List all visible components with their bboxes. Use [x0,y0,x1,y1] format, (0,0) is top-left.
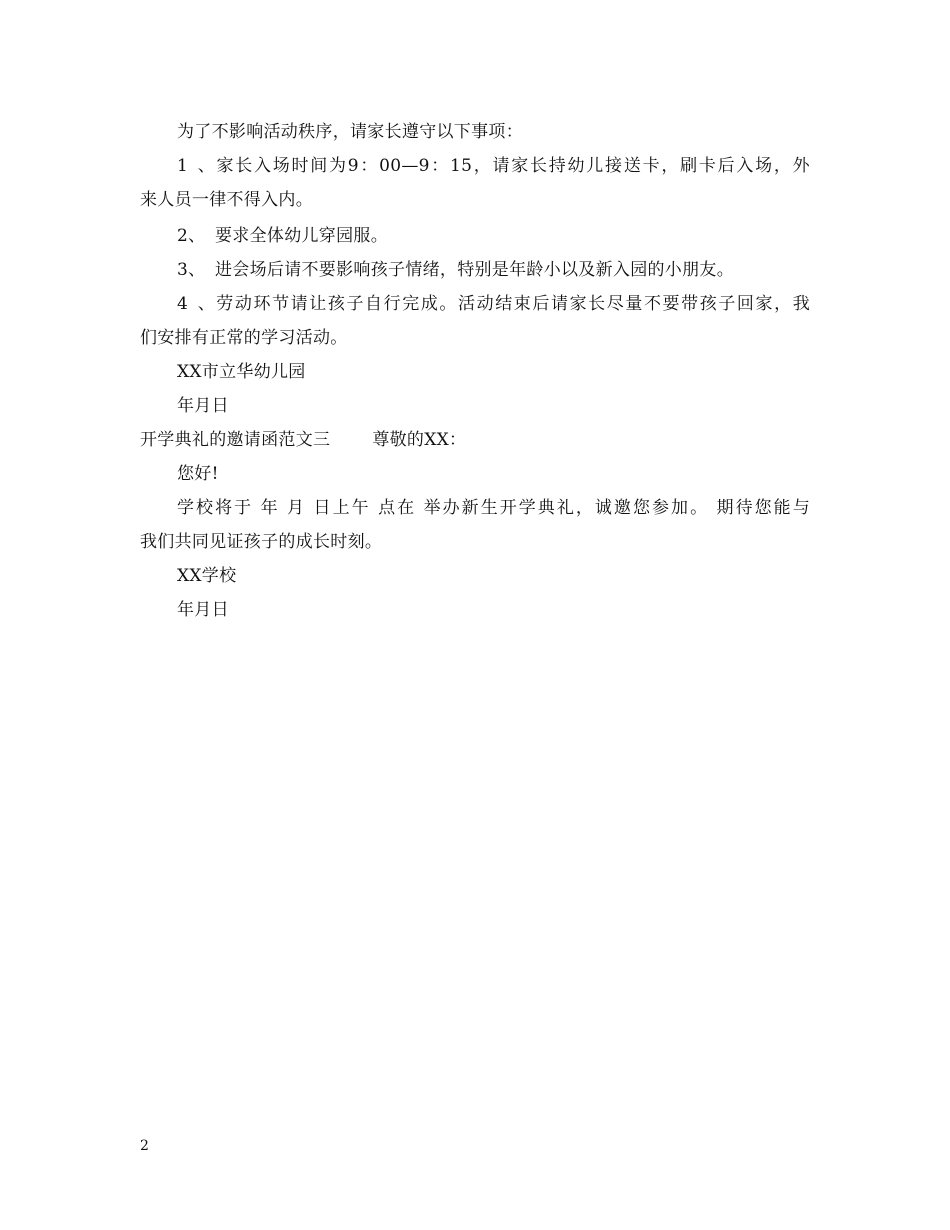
signature-school: XX学校 [177,566,237,586]
item-number: 2、 [177,226,206,246]
page-number: 2 [140,1138,149,1154]
item-number: 1、 [177,156,215,176]
item-number: 4、 [177,294,215,314]
date-line: 年月日 [177,396,229,416]
invitation-body-line: 学校将于 年 月 日上午 点在 举办新生开学典礼，诚邀您参加。 期待您能与 [177,498,810,518]
date-line: 年月日 [177,600,229,620]
item-text: 要求全体幼儿穿园服。 [215,226,388,246]
list-item [177,294,810,314]
item-continuation: 们安排有正常的学习活动。 [140,328,348,348]
invitation-body-continuation: 我们共同见证孩子的成长时刻。 [140,532,383,552]
salutation: 尊敬的XX： [372,430,467,450]
list-item [177,260,734,280]
section-heading-line [140,430,466,450]
item-text: 进会场后请不要影响孩子情绪，特别是年龄小以及新入园的小朋友。 [215,260,734,280]
item-continuation: 来人员一律不得入内。 [140,190,313,210]
item-number: 3、 [177,260,206,280]
intro-paragraph: 为了不影响活动秩序，请家长遵守以下事项： [177,122,523,142]
section-title: 开学典礼的邀请函范文三 [140,430,331,450]
signature-kindergarten: XX市立华幼儿园 [177,362,306,382]
item-text: 劳动环节请让孩子自行完成。活动结束后请家长尽量不要带孩子回家，我 [215,294,810,314]
item-text: 家长入场时间为9：00—9：15，请家长持幼儿接送卡，刷卡后入场，外 [215,156,810,176]
list-item [177,226,388,246]
list-item [177,156,810,176]
greeting: 您好! [177,464,219,484]
